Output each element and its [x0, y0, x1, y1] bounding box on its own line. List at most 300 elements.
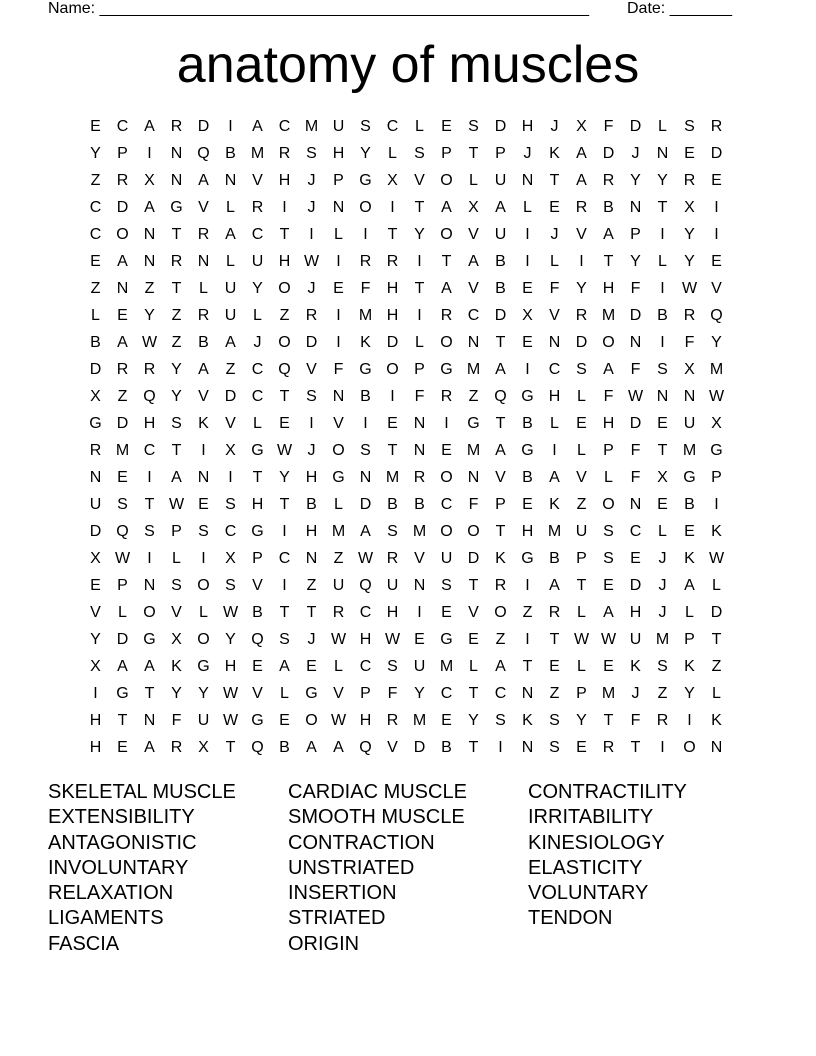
grid-letter[interactable]: L [577, 442, 586, 459]
grid-letter[interactable]: A [144, 118, 155, 135]
grid-letter[interactable]: Q [494, 388, 507, 405]
grid-letter[interactable]: T [549, 172, 560, 189]
grid-letter[interactable]: C [359, 604, 372, 621]
grid-letter[interactable]: T [711, 631, 722, 648]
grid-letter[interactable]: Y [198, 685, 209, 702]
grid-letter[interactable]: J [550, 118, 559, 135]
grid-letter[interactable]: B [603, 199, 614, 216]
grid-letter[interactable]: E [549, 199, 560, 216]
grid-letter[interactable]: R [197, 307, 210, 324]
grid-letter[interactable]: B [414, 496, 425, 513]
grid-letter[interactable]: R [89, 442, 102, 459]
grid-letter[interactable]: T [657, 442, 668, 459]
grid-letter[interactable]: C [278, 118, 291, 135]
grid-letter[interactable]: N [143, 712, 156, 729]
grid-letter[interactable]: K [495, 550, 506, 567]
grid-letter[interactable]: I [525, 253, 530, 270]
grid-letter[interactable]: C [89, 199, 102, 216]
grid-letter[interactable]: X [225, 550, 236, 567]
grid-letter[interactable]: H [278, 172, 291, 189]
grid-letter[interactable]: N [683, 388, 696, 405]
grid-letter[interactable]: L [577, 388, 586, 405]
grid-letter[interactable]: A [225, 226, 236, 243]
grid-letter[interactable]: C [629, 523, 642, 540]
grid-letter[interactable]: I [525, 226, 530, 243]
grid-letter[interactable]: H [602, 415, 615, 432]
grid-letter[interactable]: P [495, 145, 506, 162]
grid-letter[interactable]: P [333, 172, 344, 189]
grid-letter[interactable]: W [114, 550, 131, 567]
grid-letter[interactable]: T [171, 226, 182, 243]
grid-letter[interactable]: W [222, 712, 239, 729]
grid-letter[interactable]: J [631, 145, 640, 162]
grid-letter[interactable]: E [90, 118, 101, 135]
grid-letter[interactable]: O [440, 172, 453, 189]
grid-letter[interactable]: H [89, 712, 102, 729]
grid-letter[interactable]: G [521, 550, 534, 567]
grid-letter[interactable]: L [334, 496, 343, 513]
grid-letter[interactable]: E [468, 631, 479, 648]
grid-letter[interactable]: D [116, 199, 129, 216]
grid-letter[interactable]: J [658, 604, 667, 621]
grid-letter[interactable]: Q [251, 631, 264, 648]
grid-letter[interactable]: D [116, 631, 129, 648]
grid-letter[interactable]: Z [657, 685, 668, 702]
grid-letter[interactable]: U [413, 658, 426, 675]
grid-letter[interactable]: W [708, 388, 725, 405]
grid-letter[interactable]: H [602, 280, 615, 297]
grid-letter[interactable]: J [307, 172, 316, 189]
grid-letter[interactable]: U [89, 496, 102, 513]
grid-letter[interactable]: T [387, 442, 398, 459]
grid-letter[interactable]: I [444, 415, 449, 432]
grid-letter[interactable]: T [144, 685, 155, 702]
grid-letter[interactable]: N [170, 145, 183, 162]
grid-letter[interactable]: D [710, 145, 723, 162]
grid-letter[interactable]: A [144, 739, 155, 756]
grid-letter[interactable]: N [89, 469, 102, 486]
grid-letter[interactable]: I [714, 496, 719, 513]
grid-letter[interactable]: Y [711, 334, 722, 351]
grid-letter[interactable]: K [522, 712, 533, 729]
grid-letter[interactable]: B [684, 496, 695, 513]
grid-letter[interactable]: T [252, 469, 263, 486]
grid-letter[interactable]: D [602, 145, 615, 162]
grid-letter[interactable]: R [197, 226, 210, 243]
grid-letter[interactable]: X [90, 550, 101, 567]
grid-letter[interactable]: H [386, 307, 399, 324]
grid-letter[interactable]: Y [360, 145, 371, 162]
grid-letter[interactable]: Z [171, 307, 182, 324]
grid-letter[interactable]: F [684, 334, 695, 351]
grid-letter[interactable]: I [660, 739, 665, 756]
grid-letter[interactable]: C [89, 226, 102, 243]
grid-letter[interactable]: Z [279, 307, 290, 324]
grid-letter[interactable]: R [575, 307, 588, 324]
grid-letter[interactable]: I [417, 253, 422, 270]
grid-letter[interactable]: G [332, 469, 345, 486]
grid-letter[interactable]: J [307, 199, 316, 216]
grid-letter[interactable]: H [143, 415, 156, 432]
grid-letter[interactable]: I [390, 388, 395, 405]
grid-letter[interactable]: C [251, 226, 264, 243]
grid-letter[interactable]: A [306, 739, 317, 756]
grid-letter[interactable]: N [521, 685, 534, 702]
grid-letter[interactable]: T [549, 631, 560, 648]
grid-letter[interactable]: R [602, 739, 615, 756]
grid-letter[interactable]: P [684, 631, 695, 648]
grid-letter[interactable]: S [360, 442, 371, 459]
grid-letter[interactable]: O [440, 523, 453, 540]
grid-letter[interactable]: D [629, 118, 642, 135]
grid-letter[interactable]: Y [252, 280, 263, 297]
grid-letter[interactable]: X [576, 118, 587, 135]
grid-letter[interactable]: P [576, 685, 587, 702]
grid-letter[interactable]: M [412, 712, 427, 729]
grid-letter[interactable]: G [521, 388, 534, 405]
grid-letter[interactable]: T [468, 739, 479, 756]
grid-letter[interactable]: X [198, 739, 209, 756]
grid-letter[interactable]: L [577, 604, 586, 621]
grid-letter[interactable]: P [630, 226, 641, 243]
grid-letter[interactable]: V [414, 172, 425, 189]
grid-letter[interactable]: H [305, 469, 318, 486]
grid-letter[interactable]: L [658, 118, 667, 135]
grid-letter[interactable]: N [656, 145, 669, 162]
grid-letter[interactable]: J [523, 145, 532, 162]
grid-letter[interactable]: X [225, 442, 236, 459]
grid-letter[interactable]: I [390, 199, 395, 216]
grid-letter[interactable]: U [629, 631, 642, 648]
grid-letter[interactable]: E [279, 415, 290, 432]
grid-letter[interactable]: R [440, 307, 453, 324]
grid-letter[interactable]: D [116, 415, 129, 432]
grid-letter[interactable]: Z [333, 550, 344, 567]
grid-letter[interactable]: S [171, 415, 182, 432]
grid-letter[interactable]: L [712, 577, 721, 594]
grid-letter[interactable]: R [413, 469, 426, 486]
grid-letter[interactable]: D [413, 739, 426, 756]
grid-letter[interactable]: T [495, 415, 506, 432]
grid-letter[interactable]: T [279, 496, 290, 513]
grid-letter[interactable]: G [359, 172, 372, 189]
grid-letter[interactable]: C [251, 388, 264, 405]
grid-letter[interactable]: S [306, 388, 317, 405]
grid-letter[interactable]: R [278, 145, 291, 162]
grid-letter[interactable]: L [415, 118, 424, 135]
grid-letter[interactable]: V [387, 739, 398, 756]
grid-letter[interactable]: L [388, 145, 397, 162]
grid-letter[interactable]: Y [630, 172, 641, 189]
grid-letter[interactable]: Z [522, 604, 533, 621]
grid-letter[interactable]: A [495, 658, 506, 675]
grid-letter[interactable]: A [198, 172, 209, 189]
grid-letter[interactable]: B [279, 739, 290, 756]
grid-letter[interactable]: O [683, 739, 696, 756]
grid-letter[interactable]: I [309, 226, 314, 243]
grid-letter[interactable]: L [469, 172, 478, 189]
grid-letter[interactable]: G [440, 631, 453, 648]
grid-letter[interactable]: Z [225, 361, 236, 378]
grid-letter[interactable]: Y [576, 280, 587, 297]
grid-letter[interactable]: C [494, 685, 507, 702]
grid-letter[interactable]: E [279, 712, 290, 729]
grid-letter[interactable]: O [359, 199, 372, 216]
grid-letter[interactable]: L [658, 253, 667, 270]
grid-letter[interactable]: K [360, 334, 371, 351]
grid-letter[interactable]: D [494, 118, 507, 135]
grid-letter[interactable]: E [117, 307, 128, 324]
grid-letter[interactable]: S [225, 577, 236, 594]
grid-letter[interactable]: B [522, 415, 533, 432]
grid-letter[interactable]: S [387, 658, 398, 675]
grid-letter[interactable]: I [201, 442, 206, 459]
grid-letter[interactable]: A [333, 739, 344, 756]
grid-letter[interactable]: E [441, 118, 452, 135]
grid-letter[interactable]: T [576, 577, 587, 594]
grid-letter[interactable]: P [360, 685, 371, 702]
grid-letter[interactable]: G [440, 361, 453, 378]
grid-letter[interactable]: M [655, 631, 670, 648]
grid-letter[interactable]: S [441, 577, 452, 594]
grid-letter[interactable]: I [363, 415, 368, 432]
grid-letter[interactable]: V [198, 199, 209, 216]
grid-letter[interactable]: G [89, 415, 102, 432]
grid-letter[interactable]: E [306, 658, 317, 675]
grid-letter[interactable]: A [117, 334, 128, 351]
grid-letter[interactable]: Q [251, 739, 264, 756]
grid-letter[interactable]: L [415, 334, 424, 351]
grid-letter[interactable]: F [387, 685, 398, 702]
grid-letter[interactable]: M [466, 442, 481, 459]
grid-letter[interactable]: A [468, 253, 479, 270]
grid-letter[interactable]: E [522, 496, 533, 513]
grid-letter[interactable]: L [577, 658, 586, 675]
grid-letter[interactable]: L [226, 199, 235, 216]
grid-letter[interactable]: S [306, 145, 317, 162]
grid-letter[interactable]: T [414, 280, 425, 297]
grid-letter[interactable]: R [683, 307, 696, 324]
grid-letter[interactable]: E [90, 577, 101, 594]
grid-letter[interactable]: L [550, 415, 559, 432]
grid-letter[interactable]: I [714, 199, 719, 216]
grid-letter[interactable]: C [440, 685, 453, 702]
grid-letter[interactable]: M [601, 307, 616, 324]
grid-letter[interactable]: G [143, 631, 156, 648]
grid-letter[interactable]: R [683, 172, 696, 189]
grid-letter[interactable]: F [333, 361, 344, 378]
grid-letter[interactable]: F [630, 442, 641, 459]
grid-letter[interactable]: F [603, 388, 614, 405]
grid-letter[interactable]: T [279, 226, 290, 243]
grid-letter[interactable]: T [468, 145, 479, 162]
grid-letter[interactable]: P [441, 145, 452, 162]
grid-letter[interactable]: O [116, 226, 129, 243]
grid-letter[interactable]: Y [414, 685, 425, 702]
grid-letter[interactable]: D [629, 415, 642, 432]
grid-letter[interactable]: A [144, 199, 155, 216]
grid-letter[interactable]: Q [710, 307, 723, 324]
grid-letter[interactable]: L [604, 469, 613, 486]
grid-letter[interactable]: N [224, 172, 237, 189]
grid-letter[interactable]: S [657, 361, 668, 378]
grid-letter[interactable]: T [603, 712, 614, 729]
grid-letter[interactable]: C [440, 496, 453, 513]
grid-letter[interactable]: A [198, 361, 209, 378]
grid-letter[interactable]: T [387, 226, 398, 243]
grid-letter[interactable]: T [279, 388, 290, 405]
grid-letter[interactable]: S [657, 658, 668, 675]
grid-letter[interactable]: L [280, 685, 289, 702]
grid-letter[interactable]: C [116, 118, 129, 135]
grid-letter[interactable]: O [386, 361, 399, 378]
grid-letter[interactable]: W [330, 631, 347, 648]
grid-letter[interactable]: R [305, 307, 318, 324]
grid-letter[interactable]: T [171, 442, 182, 459]
grid-letter[interactable]: I [525, 577, 530, 594]
grid-letter[interactable]: T [117, 712, 128, 729]
grid-letter[interactable]: Y [630, 253, 641, 270]
grid-letter[interactable]: E [603, 658, 614, 675]
grid-letter[interactable]: O [332, 442, 345, 459]
grid-letter[interactable]: N [710, 739, 723, 756]
grid-letter[interactable]: C [224, 523, 237, 540]
grid-letter[interactable]: G [467, 415, 480, 432]
grid-letter[interactable]: W [681, 280, 698, 297]
grid-letter[interactable]: Y [225, 631, 236, 648]
grid-letter[interactable]: W [357, 550, 374, 567]
grid-letter[interactable]: O [440, 226, 453, 243]
grid-letter[interactable]: R [143, 361, 156, 378]
grid-letter[interactable]: O [278, 334, 291, 351]
grid-letter[interactable]: I [579, 253, 584, 270]
grid-letter[interactable]: Z [468, 388, 479, 405]
grid-letter[interactable]: O [494, 604, 507, 621]
grid-letter[interactable]: N [413, 442, 426, 459]
grid-letter[interactable]: I [660, 226, 665, 243]
grid-letter[interactable]: X [711, 415, 722, 432]
grid-letter[interactable]: O [197, 577, 210, 594]
grid-letter[interactable]: M [115, 442, 130, 459]
grid-letter[interactable]: N [521, 172, 534, 189]
grid-letter[interactable]: I [228, 469, 233, 486]
grid-letter[interactable]: I [525, 631, 530, 648]
grid-letter[interactable]: E [90, 253, 101, 270]
grid-letter[interactable]: E [549, 658, 560, 675]
grid-letter[interactable]: X [468, 199, 479, 216]
grid-letter[interactable]: F [549, 280, 560, 297]
grid-letter[interactable]: M [385, 469, 400, 486]
grid-letter[interactable]: V [225, 415, 236, 432]
grid-letter[interactable]: J [658, 577, 667, 594]
grid-letter[interactable]: A [225, 334, 236, 351]
grid-letter[interactable]: M [250, 145, 265, 162]
grid-letter[interactable]: C [359, 658, 372, 675]
grid-letter[interactable]: D [494, 307, 507, 324]
grid-letter[interactable]: Z [144, 280, 155, 297]
grid-letter[interactable]: P [711, 469, 722, 486]
grid-letter[interactable]: O [440, 469, 453, 486]
grid-letter[interactable]: A [117, 658, 128, 675]
grid-letter[interactable]: M [601, 685, 616, 702]
grid-letter[interactable]: V [711, 280, 722, 297]
grid-letter[interactable]: R [386, 550, 399, 567]
grid-letter[interactable]: H [89, 739, 102, 756]
grid-letter[interactable]: I [147, 145, 152, 162]
grid-letter[interactable]: C [467, 307, 480, 324]
grid-letter[interactable]: I [336, 334, 341, 351]
grid-letter[interactable]: L [253, 415, 262, 432]
grid-letter[interactable]: A [603, 226, 614, 243]
grid-letter[interactable]: I [282, 523, 287, 540]
grid-letter[interactable]: K [684, 658, 695, 675]
grid-letter[interactable]: N [629, 199, 642, 216]
grid-letter[interactable]: U [440, 550, 453, 567]
grid-letter[interactable]: V [333, 685, 344, 702]
grid-letter[interactable]: B [387, 496, 398, 513]
grid-letter[interactable]: J [307, 280, 316, 297]
grid-letter[interactable]: C [548, 361, 561, 378]
grid-letter[interactable]: B [495, 253, 506, 270]
grid-letter[interactable]: T [306, 604, 317, 621]
grid-letter[interactable]: L [199, 604, 208, 621]
grid-letter[interactable]: Y [684, 226, 695, 243]
grid-letter[interactable]: Z [90, 172, 101, 189]
grid-letter[interactable]: F [630, 280, 641, 297]
grid-letter[interactable]: B [441, 739, 452, 756]
grid-letter[interactable]: I [201, 550, 206, 567]
grid-letter[interactable]: D [710, 604, 723, 621]
grid-letter[interactable]: G [710, 442, 723, 459]
grid-letter[interactable]: R [116, 172, 129, 189]
grid-letter[interactable]: S [198, 523, 209, 540]
grid-letter[interactable]: E [711, 253, 722, 270]
grid-letter[interactable]: Z [306, 577, 317, 594]
grid-letter[interactable]: D [467, 550, 480, 567]
grid-letter[interactable]: E [576, 415, 587, 432]
grid-letter[interactable]: S [387, 523, 398, 540]
grid-letter[interactable]: C [278, 550, 291, 567]
grid-letter[interactable]: V [306, 361, 317, 378]
grid-letter[interactable]: X [657, 469, 668, 486]
grid-letter[interactable]: N [413, 415, 426, 432]
grid-letter[interactable]: B [360, 388, 371, 405]
grid-letter[interactable]: R [170, 118, 183, 135]
grid-letter[interactable]: C [251, 361, 264, 378]
grid-letter[interactable]: G [305, 685, 318, 702]
grid-letter[interactable]: L [469, 658, 478, 675]
grid-letter[interactable]: V [576, 469, 587, 486]
grid-letter[interactable]: R [332, 604, 345, 621]
grid-letter[interactable]: T [225, 739, 236, 756]
grid-letter[interactable]: L [118, 604, 127, 621]
grid-letter[interactable]: X [387, 172, 398, 189]
grid-letter[interactable]: I [282, 199, 287, 216]
grid-letter[interactable]: T [468, 685, 479, 702]
grid-letter[interactable]: V [468, 604, 479, 621]
grid-letter[interactable]: N [359, 469, 372, 486]
grid-letter[interactable]: Y [414, 226, 425, 243]
grid-letter[interactable]: S [684, 118, 695, 135]
grid-letter[interactable]: P [171, 523, 182, 540]
grid-letter[interactable]: S [549, 739, 560, 756]
grid-letter[interactable]: T [657, 199, 668, 216]
grid-letter[interactable]: N [143, 226, 156, 243]
grid-letter[interactable]: U [494, 172, 507, 189]
grid-letter[interactable]: U [224, 307, 237, 324]
grid-letter[interactable]: H [359, 631, 372, 648]
grid-letter[interactable]: T [522, 658, 533, 675]
